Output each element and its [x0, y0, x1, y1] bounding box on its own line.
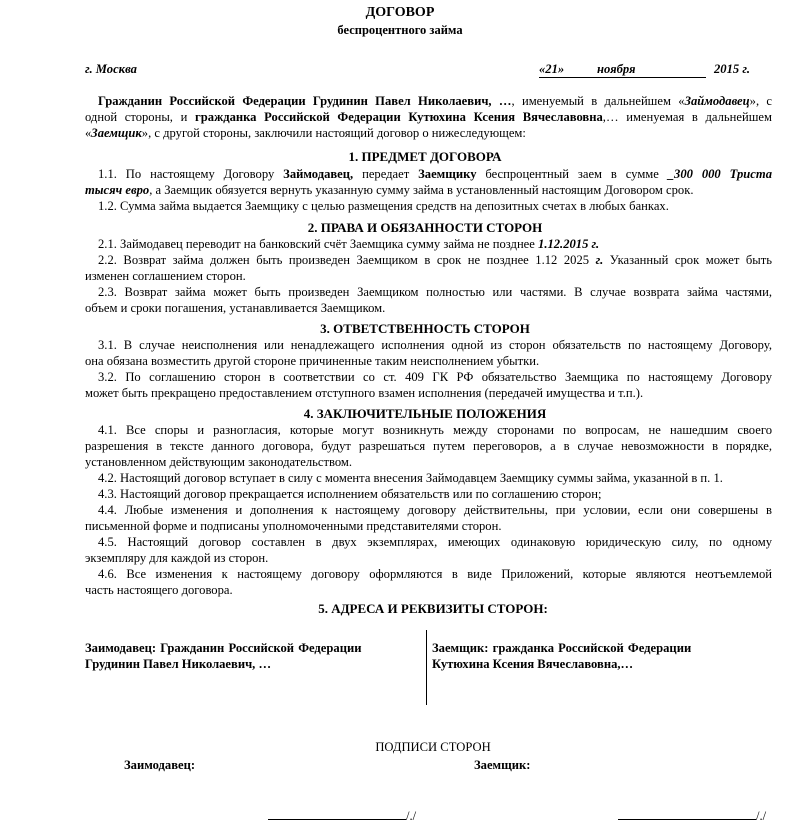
- clause-3-1-line-2: она обязана возместить другой стороне причиненные таким неисполнением убытки.: [85, 354, 540, 368]
- signature-borrower-suffix: /./: [756, 809, 767, 823]
- contract-city: г. Москва: [85, 62, 137, 76]
- clause-2-2-line-1: 2.2. Возврат займа должен быть произведен Заемщиком в срок не позднее 1.12 2025 г. Указанный срок может быть: [98, 253, 772, 267]
- clause-4-4-line-2: письменной форме и подписаны уполномоченными представителями сторон.: [85, 519, 502, 533]
- date-underline: [539, 77, 706, 78]
- contract-year: 2015 г.: [714, 62, 750, 76]
- section-1-heading: 1. ПРЕДМЕТ ДОГОВОРА: [348, 149, 502, 164]
- intro-line-2: одной стороны, и гражданка Российской Федерации Кутюхина Ксения Вячеславовна,… именуемая в дальнейшем: [85, 110, 772, 124]
- clause-2-3-line-2: объем и сроки погашения, устанавливается Заемщиком.: [85, 301, 386, 315]
- clause-3-2-line-2: может быть прекращено предоставлением отступного взамен исполнения (передачей имущества и т.п.).: [85, 386, 644, 400]
- section-5-heading: 5. АДРЕСА И РЕКВИЗИТЫ СТОРОН:: [318, 601, 548, 616]
- lender-details-line-1: Заимодавец: Гражданин Российской Федерации: [85, 641, 362, 655]
- signature-lender-suffix: /./: [406, 809, 417, 823]
- clause-2-3-line-1: 2.3. Возврат займа может быть произведен Заемщиком полностью или частями. В случае возврата займа частями,: [98, 285, 772, 299]
- clause-3-1-line-1: 3.1. В случае неисполнения или ненадлежащего исполнения одной из сторон обязательств по настоящему Договору,: [98, 338, 772, 352]
- clause-4-5-line-1: 4.5. Настоящий договор составлен в двух экземплярах, имеющих одинаковую юридическую силу, по одному: [98, 535, 772, 549]
- clause-4-1-line-3: установленном действующим законодательством.: [85, 455, 353, 469]
- clause-4-2: 4.2. Настоящий договор вступает в силу с момента внесения Займодавцем Заемщику суммы займа, указанной в п. 1.: [98, 471, 723, 485]
- clause-4-1-line-2: разрешения в тексте данного договора, будут разрешаться путем переговоров, а в случае невозможности в порядке,: [85, 439, 772, 453]
- clause-4-5-line-2: экземпляру для каждой из сторон.: [85, 551, 269, 565]
- clause-4-1-line-1: 4.1. Все споры и разногласия, которые могут возникнуть между сторонами по вопросам, не нашедшим своего: [98, 423, 772, 437]
- section-4-heading: 4. ЗАКЛЮЧИТЕЛЬНЫЕ ПОЛОЖЕНИЯ: [303, 406, 547, 421]
- clause-4-3: 4.3. Настоящий договор прекращается исполнением обязательств или по соглашению сторон;: [98, 487, 602, 501]
- signature-borrower-label: Заемщик:: [474, 758, 531, 772]
- clause-4-4-line-1: 4.4. Любые изменения и дополнения к настоящему договору действительны, при условии, если они совершены в: [98, 503, 772, 517]
- parties-divider: [426, 630, 427, 705]
- intro-line-1: Гражданин Российской Федерации Грудинин Павел Николаевич, …, именуемый в дальнейшем «Займодавец», с: [98, 94, 772, 108]
- section-3-heading: 3. ОТВЕТСТВЕННОСТЬ СТОРОН: [320, 321, 530, 336]
- signature-borrower-blank: [618, 805, 756, 820]
- signature-borrower-line: [618, 805, 766, 824]
- contract-day: «21»: [539, 62, 565, 76]
- contract-month: ноября: [597, 62, 636, 76]
- lender-details-line-2: Грудинин Павел Николаевич, …: [85, 657, 272, 671]
- clause-1-1-line-1: 1.1. По настоящему Договору Займодавец, передает Заемщику беспроцентный заем в сумме _300 000 Триста: [98, 167, 772, 181]
- borrower-details-line-2: Кутюхина Ксения Вячеславовна,…: [432, 657, 634, 671]
- borrower-details-line-1: Заемщик: гражданка Российской Федерации: [432, 641, 692, 655]
- clause-4-6-line-2: часть настоящего договора.: [85, 583, 233, 597]
- clause-4-6-line-1: 4.6. Все изменения к настоящему договору оформляются в виде Приложений, которые являются неотъемлемой: [98, 567, 772, 581]
- document-subtitle: беспроцентного займа: [337, 23, 463, 37]
- signature-lender-blank: [268, 805, 406, 820]
- clause-3-2-line-1: 3.2. По соглашению сторон в соответствии со ст. 409 ГК РФ обязательство Заемщика по настоящему Договору: [98, 370, 772, 384]
- document-title: ДОГОВОР: [365, 5, 435, 20]
- intro-line-3: «Заемщик», с другой стороны, заключили настоящий договор о нижеследующем:: [85, 126, 526, 140]
- signature-lender-line: [268, 805, 416, 824]
- clause-2-2-line-2: изменен соглашением сторон.: [85, 269, 246, 283]
- signature-lender-label: Заимодавец:: [124, 758, 196, 772]
- clause-2-1: 2.1. Займодавец переводит на банковский счёт Заемщика сумму займа не позднее 1.12.2015 г.: [98, 237, 600, 251]
- signatures-heading: ПОДПИСИ СТОРОН: [375, 740, 491, 754]
- section-2-heading: 2. ПРАВА И ОБЯЗАННОСТИ СТОРОН: [307, 220, 543, 235]
- clause-1-2: 1.2. Сумма займа выдается Заемщику с целью размещения средств на депозитных счетах в любых банках.: [98, 199, 669, 213]
- clause-1-1-line-2: тысяч евро, а Заемщик обязуется вернуть указанную сумму займа в установленный настоящим Договором срок.: [85, 183, 694, 197]
